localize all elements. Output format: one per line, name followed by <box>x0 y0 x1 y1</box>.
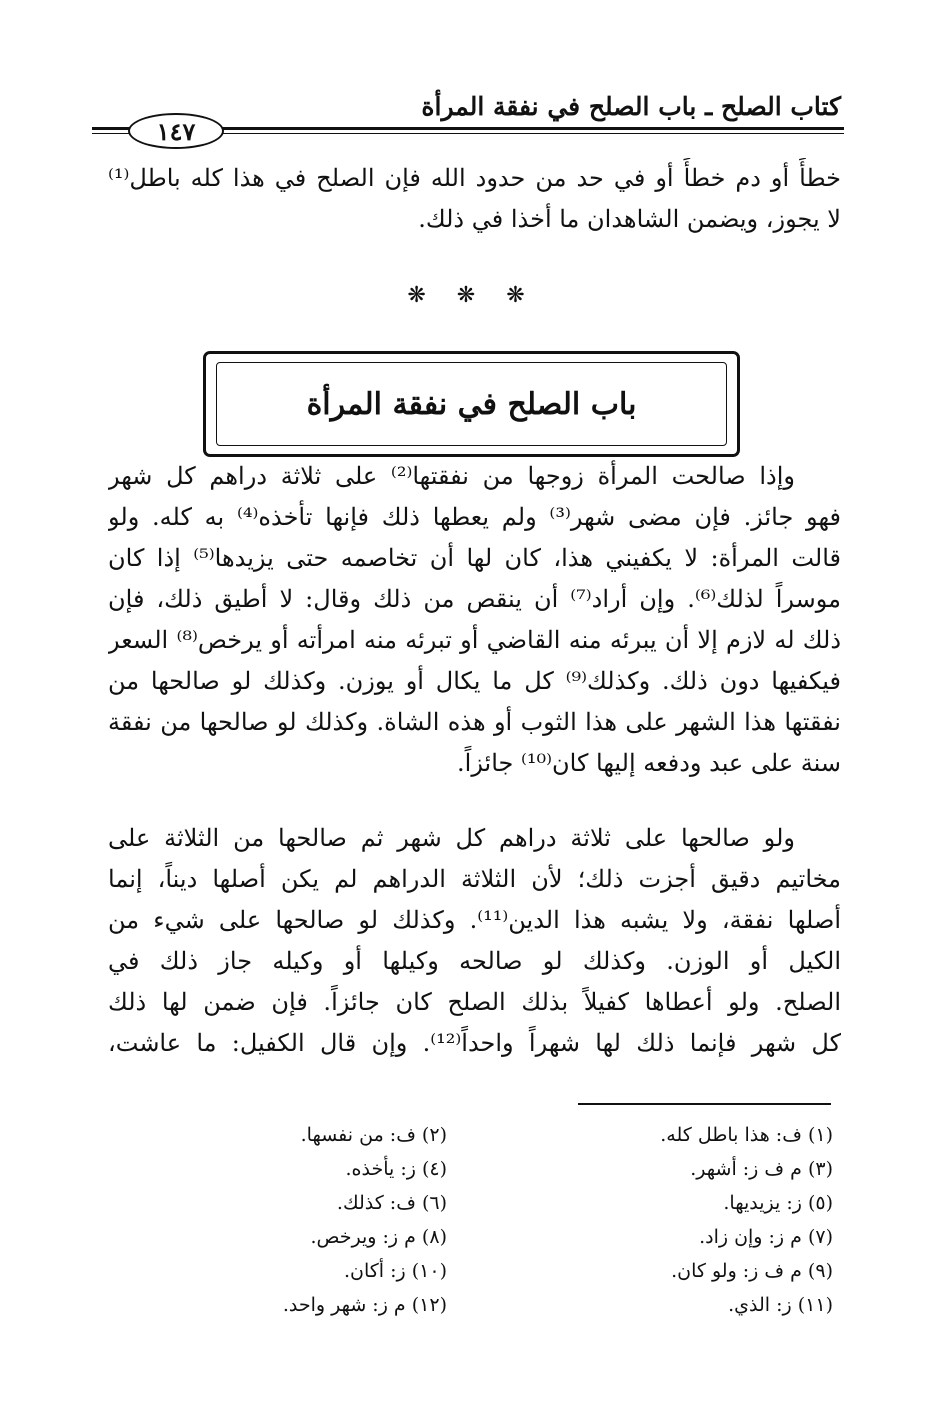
text-line: قالت المرأة: لا يكفيني هذا، كان لها أن تخاصمه حتى يزيدها⁽⁵⁾ إذا كان <box>108 544 841 572</box>
footnote: (٨) م ز: ويرخص. <box>310 1226 447 1248</box>
footnote: (٧) م ز: وإن زاد. <box>699 1226 833 1248</box>
footnote: (١١) ز: الذي. <box>728 1294 833 1316</box>
footnote: (٦) ف: كذلك. <box>336 1192 447 1214</box>
page-number: ١٤٧ <box>128 113 224 149</box>
text-line: الصلح. ولو أعطاها كفيلاً بذلك الصلح كان جائزاً. فإن ضمن لها ذلك <box>108 988 841 1016</box>
text-line: سنة على عبد ودفعه إليها كان⁽¹⁰⁾ جائزاً. <box>457 749 841 777</box>
paragraph-2 <box>108 818 841 1064</box>
footnote: (٥) ز: يزيديها. <box>723 1192 833 1214</box>
footnote: (١) ف: هذا باطل كله. <box>660 1124 833 1146</box>
footnote: (١٠) ز: أكان. <box>343 1260 447 1282</box>
footnote: (٣) م ف ز: أشهر. <box>690 1158 833 1180</box>
running-header: كتاب الصلح ـ باب الصلح في نفقة المرأة <box>421 92 841 121</box>
footnote: (٩) م ف ز: ولو كان. <box>671 1260 833 1282</box>
paragraph-1 <box>108 456 841 784</box>
footnote: (٤) ز: يأخذه. <box>345 1158 447 1180</box>
text-line: موسراً لذلك⁽⁶⁾. وإن أراد⁽⁷⁾ أن ينقص من ذلك وقال: لا أطيق ذلك، فإن <box>108 585 841 613</box>
section-separator: ❋ ❋ ❋ <box>407 283 537 308</box>
footnote-rule <box>578 1103 831 1105</box>
footnotes-left-column <box>117 1118 447 1322</box>
text-line: وإذا صالحت المرأة زوجها من نفقتها⁽²⁾ على ثلاثة دراهم كل شهر <box>108 462 795 490</box>
text-line: الكيل أو الوزن. وكذلك لو صالحه وكيلها أو وكيله جاز ذلك في <box>108 947 841 975</box>
text-line: كل شهر فإنما ذلك لها شهراً واحداً⁽¹²⁾. وإن قال الكفيل: ما عاشت، <box>108 1029 841 1057</box>
text-line: فهو جائز. فإن مضى شهر⁽³⁾ ولم يعطها ذلك فإنها تأخذه⁽⁴⁾ به كله. ولو <box>108 503 841 531</box>
text-line: خطأً أو دم خطأً أو في حد من حدود الله فإن الصلح في هذا كله باطل⁽¹⁾ <box>108 164 841 192</box>
footnote: (٢) ف: من نفسها. <box>300 1124 447 1146</box>
section-title: باب الصلح في نفقة المرأة <box>306 386 637 422</box>
text-line: أصلها نفقة، ولا يشبه هذا الدين⁽¹¹⁾. وكذلك لو صالحها على شيء من <box>108 906 841 934</box>
section-title-frame <box>203 351 740 457</box>
text-line: ولو صالحها على ثلاثة دراهم كل شهر ثم صالحها من الثلاثة على <box>108 824 795 852</box>
footnotes-right-column <box>503 1118 833 1322</box>
text-line: فيكفيها دون ذلك. وكذلك⁽⁹⁾ كل ما يكال أو يوزن. وكذلك لو صالحها من <box>108 667 841 695</box>
footnote: (١٢) م ز: شهر واحد. <box>282 1294 447 1316</box>
text-line: نفقتها هذا الشهر على هذا الثوب أو هذه الشاة. وكذلك لو صالحها من نفقة <box>108 708 841 736</box>
top-text-block <box>108 158 841 240</box>
text-line: ذلك له لازم إلا أن يبرئه منه القاضي أو تبرئه منه امرأته أو يرخص⁽⁸⁾ السعر <box>108 626 841 654</box>
text-line: مخاتيم دقيق أجزت ذلك؛ لأن الثلاثة الدراهم لم يكن أصلها ديناً، إنما <box>108 865 841 893</box>
text-line: لا يجوز، ويضمن الشاهدان ما أخذا في ذلك. <box>418 205 841 233</box>
